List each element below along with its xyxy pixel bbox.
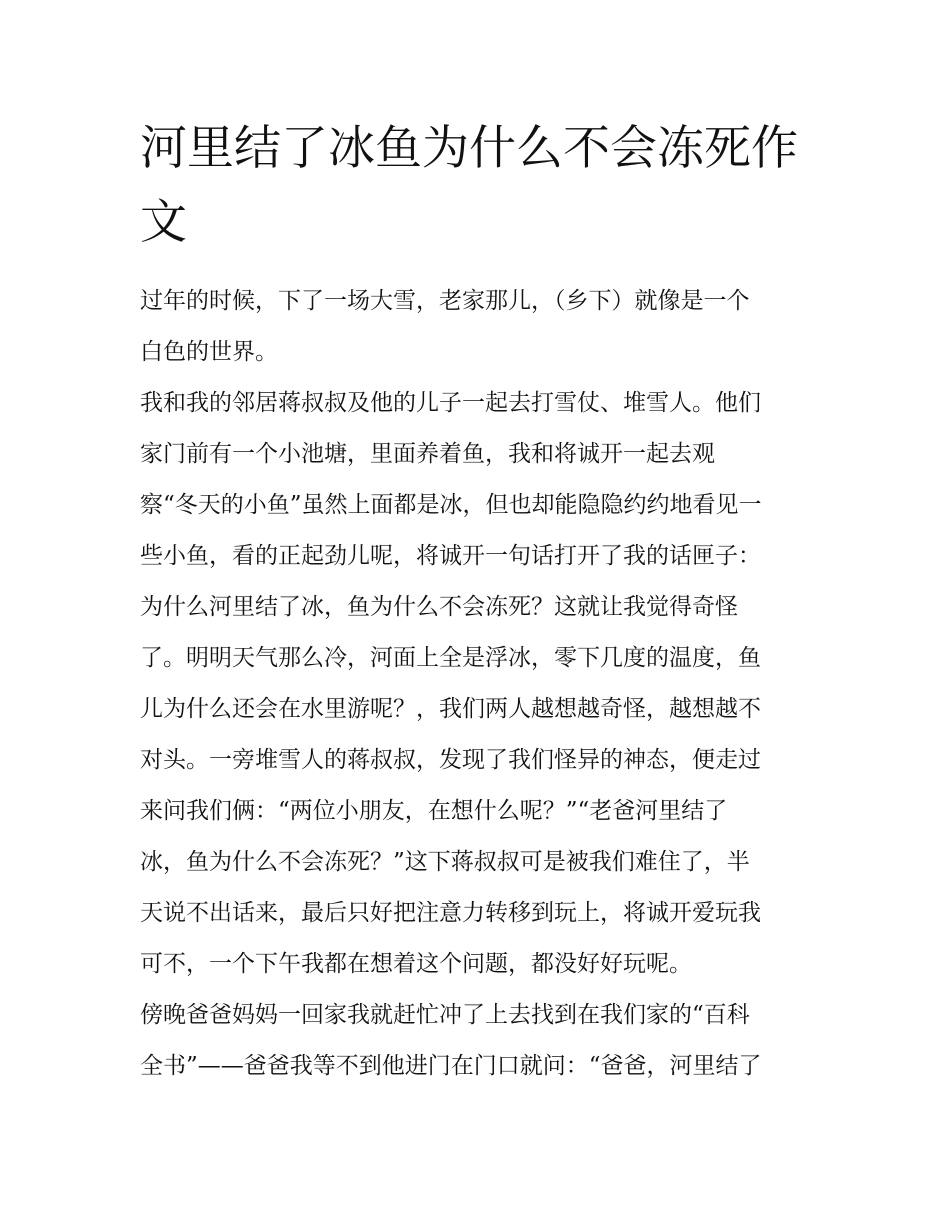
document-body <box>140 276 815 1092</box>
body-line: 白色的世界。 <box>140 339 278 365</box>
body-line: 些小鱼，看的正起劲儿呢，将诚开一句话打开了我的话匣子： <box>140 543 761 569</box>
body-line: 为什么河里结了冰，鱼为什么不会冻死？这就让我觉得奇怪 <box>140 594 738 620</box>
body-line: 全书”——爸爸我等不到他进门在门口就问：“爸爸，河里结了 <box>140 1053 762 1079</box>
body-line: 了。明明天气那么冷，河面上全是浮冰，零下几度的温度，鱼 <box>140 645 761 671</box>
body-line: 过年的时候，下了一场大雪，老家那儿，（乡下）就像是一个 <box>140 288 750 314</box>
body-line: 察“冬天的小鱼”虽然上面都是冰，但也却能隐隐约约地看见一 <box>140 492 762 518</box>
body-line: 可不，一个下午我都在想着这个问题，都没好好玩呢。 <box>140 951 692 977</box>
body-line: 来问我们俩：“两位小朋友，在想什么呢？”“老爸河里结了 <box>140 798 728 824</box>
body-line: 儿为什么还会在水里游呢？，我们两人越想越奇怪，越想越不 <box>140 696 761 722</box>
body-line: 冰，鱼为什么不会冻死？”这下蒋叔叔可是被我们难住了，半 <box>140 849 750 875</box>
body-line: 对头。一旁堆雪人的蒋叔叔，发现了我们怪异的神态，便走过 <box>140 747 761 773</box>
document-title: 河里结了冰鱼为什么不会冻死作文 <box>140 121 798 250</box>
body-line: 天说不出话来，最后只好把注意力转移到玩上，将诚开爱玩我 <box>140 900 761 926</box>
body-line: 我和我的邻居蒋叔叔及他的儿子一起去打雪仗、堆雪人。他们 <box>140 390 761 416</box>
body-line: 傍晚爸爸妈妈一回家我就赶忙冲了上去找到在我们家的“百科 <box>140 1002 750 1028</box>
body-line: 家门前有一个小池塘，里面养着鱼，我和将诚开一起去观 <box>140 441 715 467</box>
